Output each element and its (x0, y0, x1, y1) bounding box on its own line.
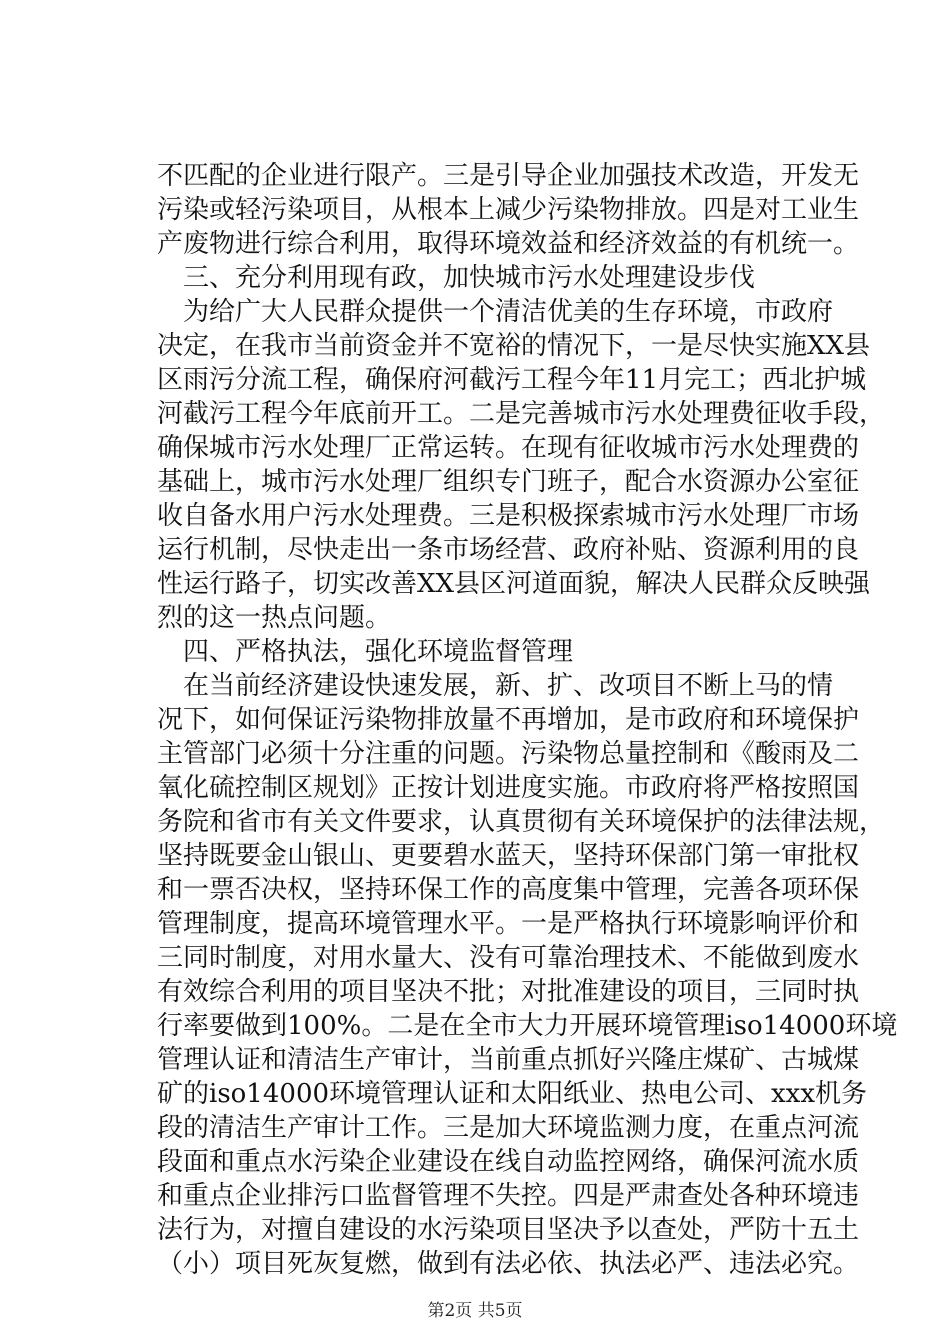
section-heading-4: 四、严格执法，强化环境监督管理 (183, 637, 574, 667)
text-line-7: 区雨污分流工程，确保府河截污工程今年11月完工；西北护城 (157, 365, 867, 395)
text-line-24: 三同时制度，对用水量大、没有可靠治理技术、不能做到废水 (157, 943, 860, 973)
text-line-29: 段的清洁生产审计工作。三是加大环境监测力度，在重点河流 (157, 1113, 860, 1143)
text-line-32: 法行为，对擅自建设的水污染项目坚决予以查处，严防十五土 (157, 1215, 860, 1245)
text-line-21: 坚持既要金山银山、更要碧水蓝天，坚持环保部门第一审批权 (157, 841, 860, 871)
text-line-17: 况下，如何保证污染物排放量不再增加，是市政府和环境保护 (157, 705, 860, 735)
text-line-8: 河截污工程今年底前开工。二是完善城市污水处理费征收手段， (157, 399, 886, 429)
text-line-13: 性运行路子，切实改善XX县区河道面貌，解决人民群众反映强 (157, 569, 871, 599)
text-line-10: 基础上，城市污水处理厂组织专门班子，配合水资源办公室征 (157, 467, 860, 497)
page-number-footer: 第2页 共5页 (427, 1301, 523, 1321)
text-line-19: 氧化硫控制区规划》正按计划进度实施。市政府将严格按照国 (157, 773, 860, 803)
text-line-12: 运行机制，尽快走出一条市场经营、政府补贴、资源利用的良 (157, 535, 860, 565)
text-line-22: 和一票否决权，坚持环保工作的高度集中管理，完善各项环保 (157, 875, 860, 905)
text-line-11: 收自备水用户污水处理费。三是积极探索城市污水处理厂市场 (157, 501, 860, 531)
text-line-26: 行率要做到100%。二是在全市大力开展环境管理iso14000环境 (157, 1011, 898, 1041)
text-line-25: 有效综合利用的项目坚决不批；对批准建设的项目，三同时执 (157, 977, 860, 1007)
text-line-6: 决定，在我市当前资金并不宽裕的情况下，一是尽快实施XX县 (157, 331, 871, 361)
section-heading-3: 三、充分利用现有政，加快城市污水处理建设步伐 (183, 263, 756, 293)
text-line-16: 在当前经济建设快速发展，新、扩、改项目不断上马的情 (183, 671, 834, 701)
text-line-9: 确保城市污水处理厂正常运转。在现有征收城市污水处理费的 (157, 433, 860, 463)
text-line-2: 污染或轻污染项目，从根本上减少污染物排放。四是对工业生 (157, 195, 860, 225)
text-line-5: 为给广大人民群众提供一个清洁优美的生存环境，市政府 (183, 297, 834, 327)
text-line-31: 和重点企业排污口监督管理不失控。四是严肃查处各种环境违 (157, 1181, 860, 1211)
text-line-33: （小）项目死灰复燃，做到有法必依、执法必严、违法必究。 (157, 1249, 860, 1279)
text-line-20: 务院和省市有关文件要求，认真贯彻有关环境保护的法律法规， (157, 807, 886, 837)
text-line-23: 管理制度，提高环境管理水平。一是严格执行环境影响评价和 (157, 909, 860, 939)
text-line-30: 段面和重点水污染企业建设在线自动监控网络，确保河流水质 (157, 1147, 860, 1177)
text-line-18: 主管部门必须十分注重的问题。污染物总量控制和《酸雨及二 (157, 739, 860, 769)
text-line-1: 不匹配的企业进行限产。三是引导企业加强技术改造，开发无 (157, 161, 860, 191)
text-line-3: 产废物进行综合利用，取得环境效益和经济效益的有机统一。 (157, 229, 860, 259)
text-line-27: 管理认证和清洁生产审计，当前重点抓好兴隆庄煤矿、古城煤 (157, 1045, 860, 1075)
text-line-14: 烈的这一热点问题。 (157, 603, 392, 633)
text-line-28: 矿的iso14000环境管理认证和太阳纸业、热电公司、xxx机务 (157, 1079, 868, 1109)
